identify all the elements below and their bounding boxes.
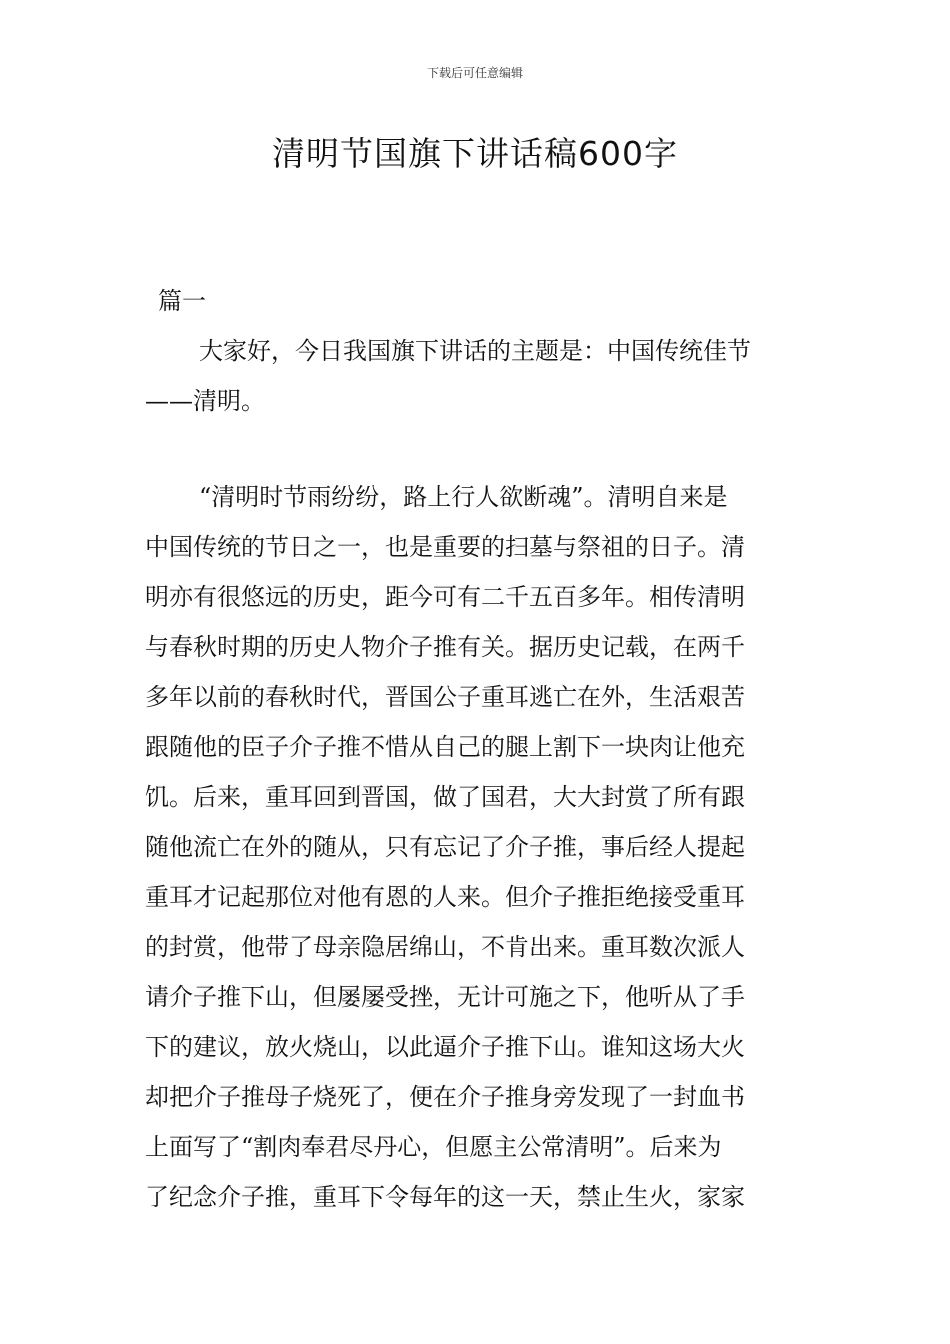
- paragraph-line: “清明时节雨纷纷，路上行人欲断魂”。清明自来是: [199, 483, 728, 511]
- paragraph-line: 重耳才记起那位对他有恩的人来。但介子推拒绝接受重耳: [145, 883, 745, 911]
- paragraph-line: ——清明。: [145, 387, 265, 415]
- document-title: 清明节国旗下讲话稿600字: [272, 134, 678, 173]
- paragraph-line: 明亦有很悠远的历史，距今可有二千五百多年。相传清明: [145, 583, 745, 611]
- paragraph-line: 中国传统的节日之一，也是重要的扫墓与祭祖的日子。清: [145, 533, 745, 561]
- header-note: 下载后可任意编辑: [426, 66, 523, 80]
- paragraph-line: 多年以前的春秋时代，晋国公子重耳逃亡在外，生活艰苦: [145, 683, 745, 711]
- paragraph-line: 请介子推下山，但屡屡受挫，无计可施之下，他听从了手: [145, 983, 745, 1011]
- paragraph-line: 下的建议，放火烧山，以此逼介子推下山。谁知这场大火: [145, 1033, 745, 1061]
- paragraph-line: 的封赏，他带了母亲隐居绵山，不肯出来。重耳数次派人: [145, 933, 745, 961]
- paragraph-line: 了纪念介子推，重耳下令每年的这一天，禁止生火，家家: [145, 1183, 745, 1211]
- paragraph-1: [145, 326, 809, 426]
- paragraph-2: [145, 472, 809, 1222]
- paragraph-line: 与春秋时期的历史人物介子推有关。据历史记载，在两千: [145, 633, 745, 661]
- paragraph-line: 却把介子推母子烧死了，便在介子推身旁发现了一封血书: [145, 1083, 745, 1111]
- paragraph-line: 大家好，今日我国旗下讲话的主题是：中国传统佳节: [199, 337, 751, 365]
- paragraph-line: 随他流亡在外的随从，只有忘记了介子推，事后经人提起: [145, 833, 745, 861]
- paragraph-line: 上面写了“割肉奉君尽丹心，但愿主公常清明”。后来为: [145, 1133, 722, 1161]
- paragraph-line: 跟随他的臣子介子推不惜从自己的腿上割下一块肉让他充: [145, 733, 745, 761]
- paragraph-line: 饥。后来，重耳回到晋国，做了国君，大大封赏了所有跟: [145, 783, 745, 811]
- section-label: 篇一: [158, 287, 206, 315]
